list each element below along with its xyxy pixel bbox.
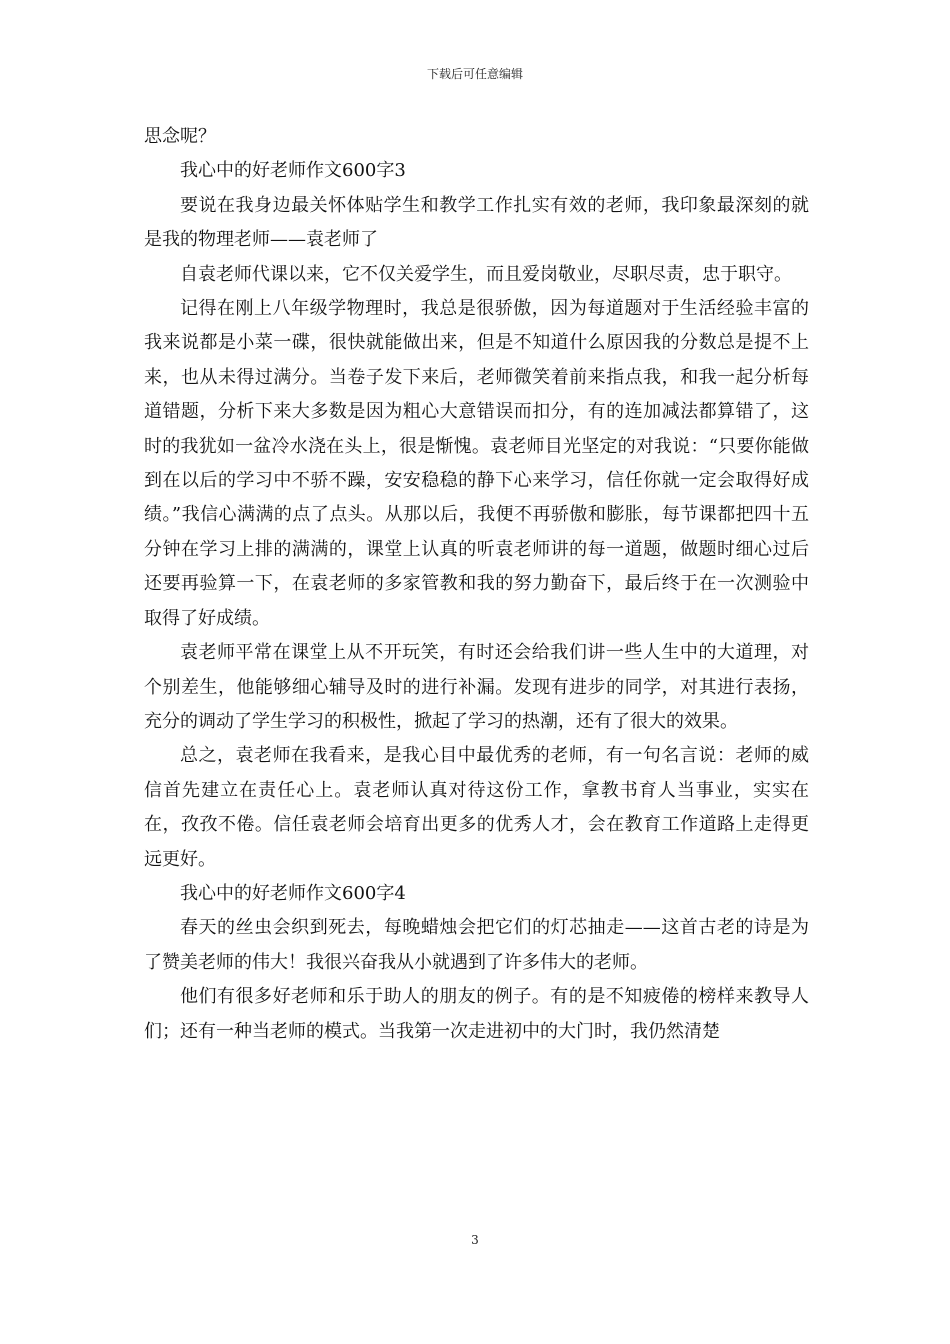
paragraph-continuation: 思念呢？	[144, 126, 216, 147]
section-heading: 我心中的好老师作文600字3	[180, 160, 406, 182]
page-header: 下载后可任意编辑	[426, 67, 523, 81]
paragraph: 自袁老师代课以来，它不仅关爱学生，而且爱岗敬业，尽职尽责，忠于职守。	[180, 263, 792, 285]
paragraph: 他们有很多好老师和乐于助人的朋友的例子。有的是不知疲倦的榜样来教导人们；还有一种当老师的模式。当我第一次走进初中的大门时，我仍然清楚	[144, 986, 809, 1042]
paragraph: 袁老师平常在课堂上从不开玩笑，有时还会给我们讲一些人生中的大道理，对个别差生，他能够细心辅导及时的进行补漏。发现有进步的同学，对其进行表扬，充分的调动了学生学习的积极性，掀起了学习的热潮，还有了很大的效果。	[144, 642, 809, 732]
paragraph: 总之，袁老师在我看来，是我心目中最优秀的老师，有一句名言说：老师的威信首先建立在责任心上。袁老师认真对待这份工作，拿教书育人当事业，实实在在，孜孜不倦。信任袁老师会培育出更多的优秀人才，会在教育工作道路上走得更远更好。	[144, 745, 809, 870]
section-heading: 我心中的好老师作文600字4	[180, 882, 406, 904]
paragraph: 记得在刚上八年级学物理时，我总是很骄傲，因为每道题对于生活经验丰富的我来说都是小菜一碟，很快就能做出来，但是不知道什么原因我的分数总是提不上来，也从未得过满分。当卷子发下来后，老师微笑着前来指点我，和我一起分析每道错题，分析下来大多数是因为粗心大意错误而扣分，有的连加减法都算错了，这时的我犹如一盆冷水浇在头上，很是惭愧。袁老师目光坚定的对我说：“只要你能做到在以后的学习中不骄不躁，安安稳稳的静下心来学习，信任你就一定会取得好成绩。”我信心满满的点了点头。从那以后，我便不再骄傲和膨胀，每节课都把四十五分钟在学习上排的满满的，课堂上认真的听袁老师讲的每一道题，做题时细心过后还要再验算一下，在袁老师的多家管教和我的努力勤奋下，最后终于在一次测验中取得了好成绩。	[144, 298, 809, 629]
paragraph: 春天的丝虫会织到死去，每晚蜡烛会把它们的灯芯抽走——这首古老的诗是为了赞美老师的伟大！我很兴奋我从小就遇到了许多伟大的老师。	[144, 917, 809, 973]
page-number: 3	[471, 1233, 479, 1247]
document-body	[144, 120, 809, 1049]
paragraph: 要说在我身边最关怀体贴学生和教学工作扎实有效的老师，我印象最深刻的就是我的物理老师——袁老师了	[144, 194, 809, 251]
